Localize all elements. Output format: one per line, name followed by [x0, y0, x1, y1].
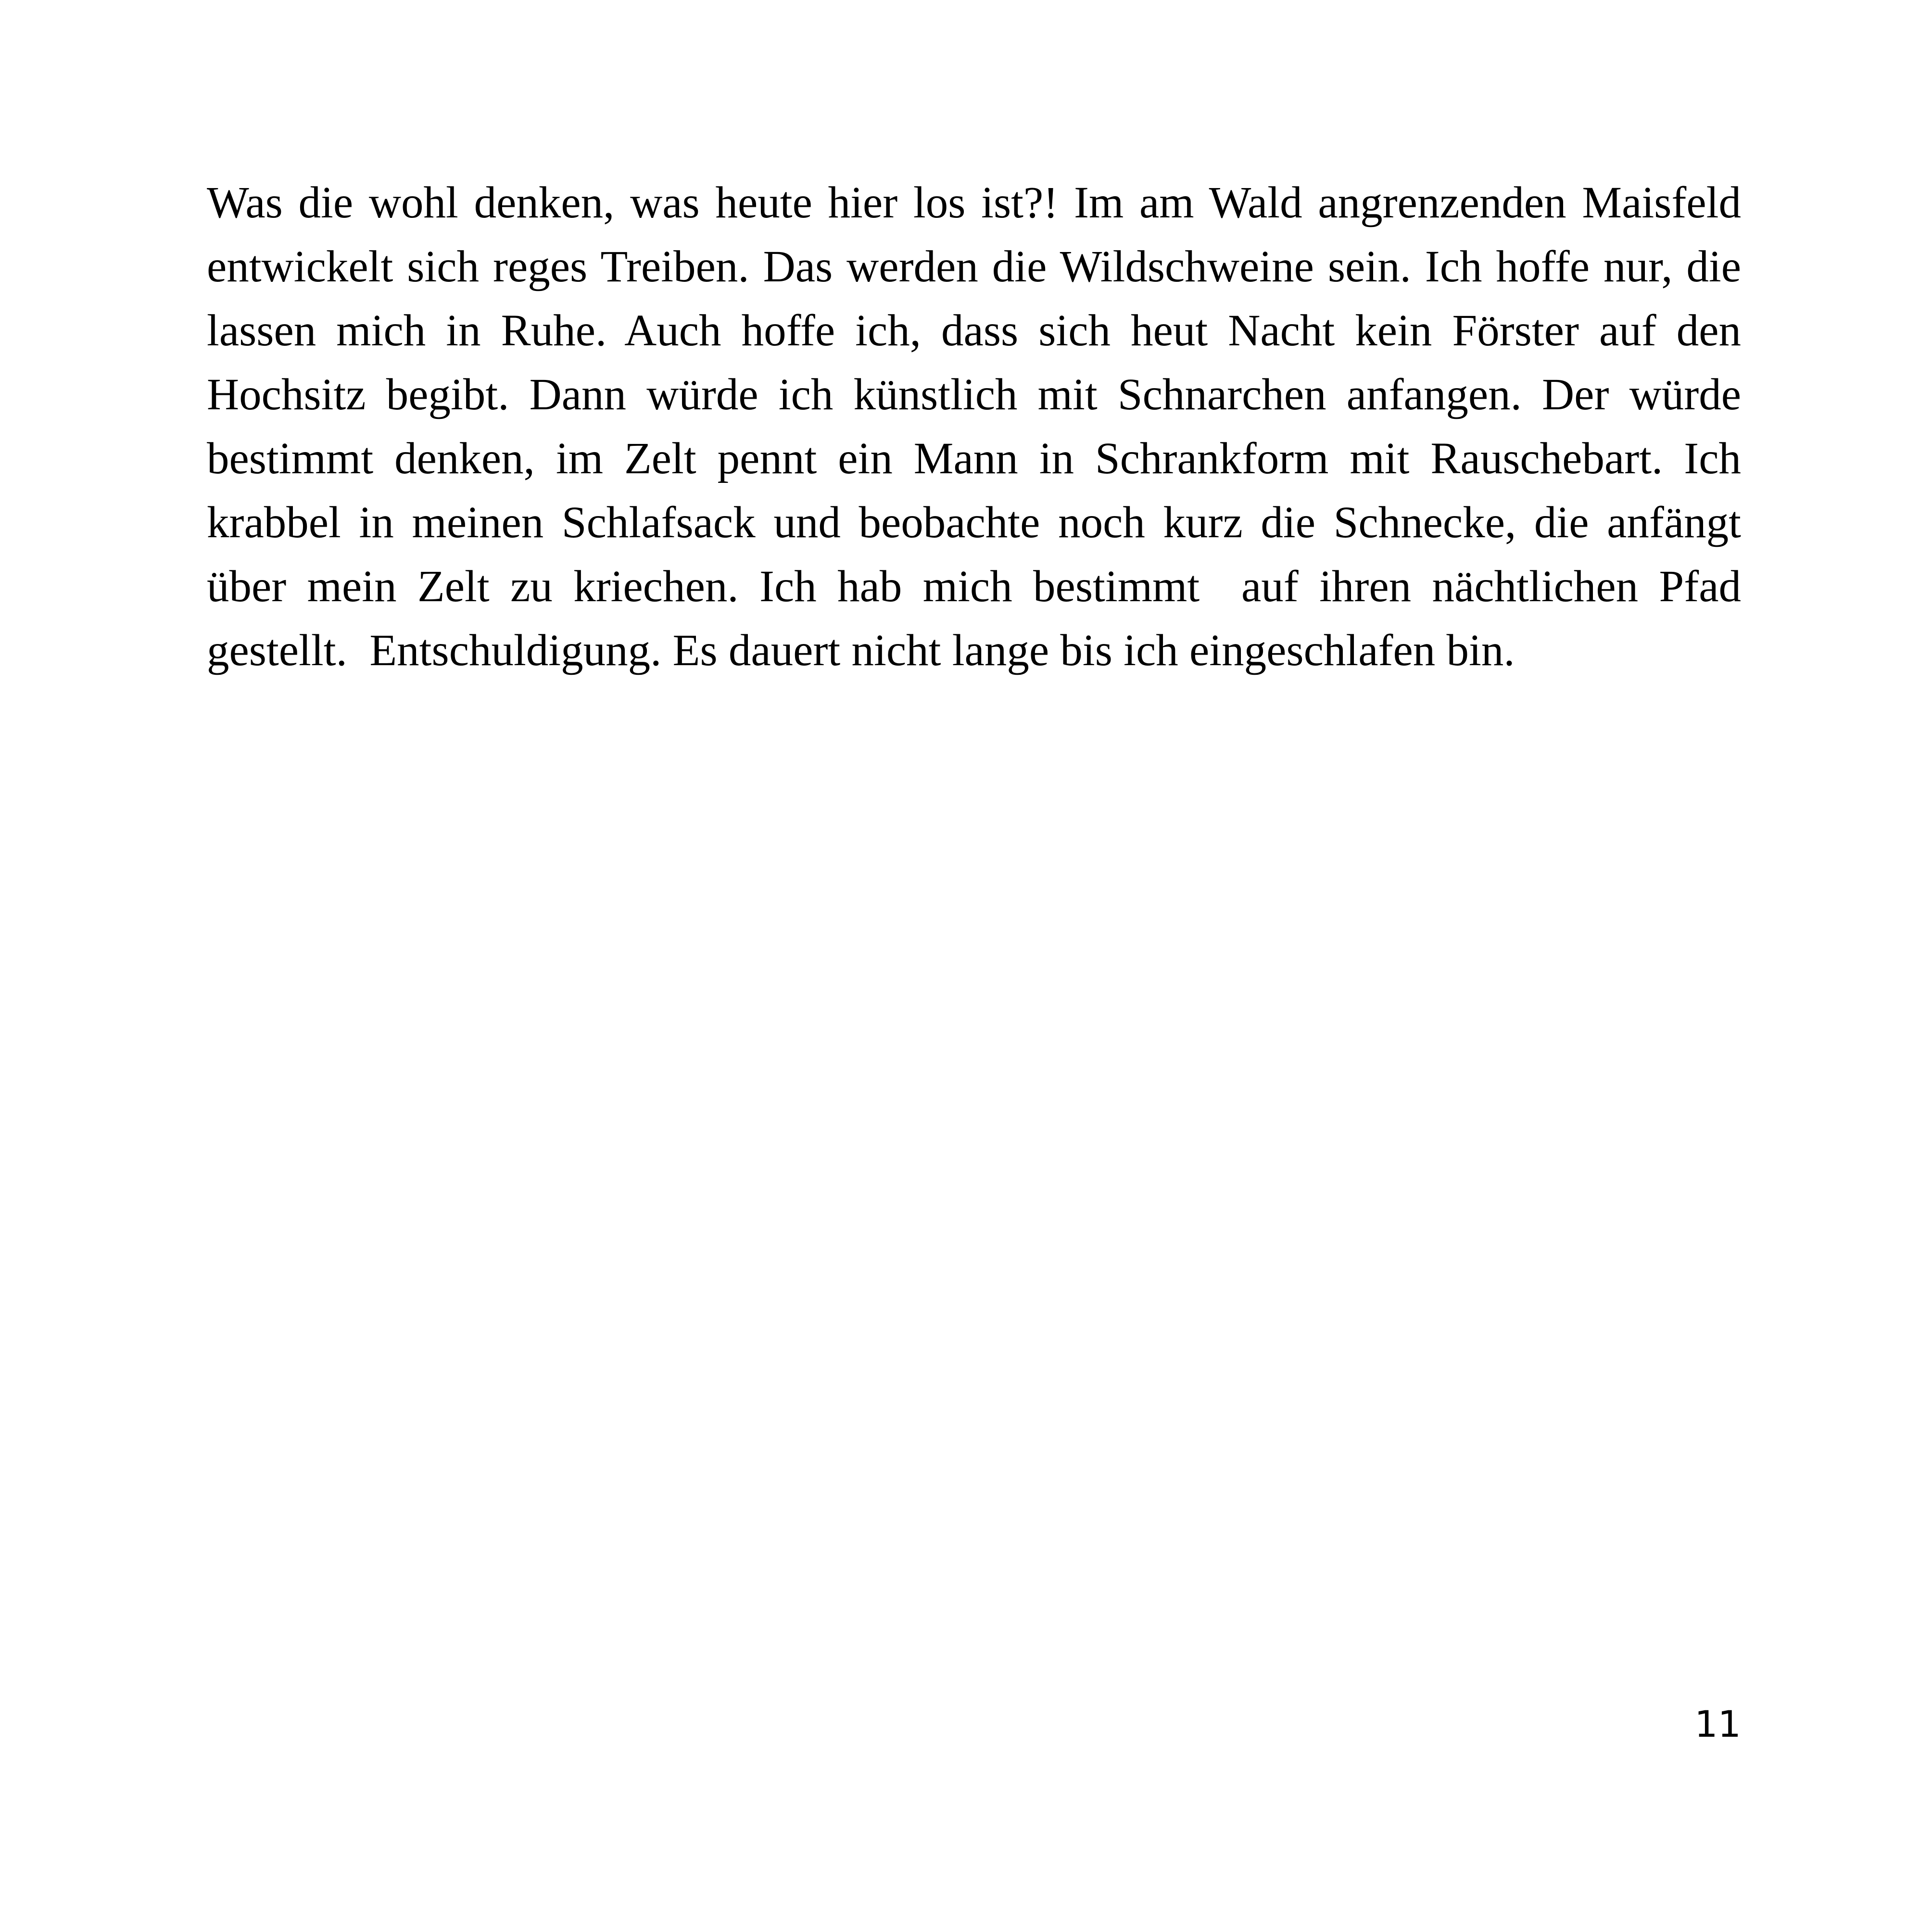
page-number: 11: [1694, 1703, 1741, 1745]
body-paragraph: Was die wohl denken, was heute hier los ist?! Im am Wald angrenzenden Maisfeld entwickelt sich reges Treiben. Das werden die Wildschweine sein. Ich hoffe nur, die lassen mich in Ruhe. Auch hoffe ich, dass sich heut Nacht kein Förster auf den Hochsitz begibt. Dann würde ich künstlich mit Schnarchen anfangen. Der würde bestimmt denken, im Zelt pennt ein Mann in Schrankform mit Rauschebart. Ich krabbel in meinen Schlafsack und beobachte noch kurz die Schnecke, die anfängt über mein Zelt zu kriechen. Ich hab mich bestimmt auf ihren nächtlichen Pfad gestellt. Entschuldigung. Es dauert nicht lange bis ich eingeschlafen bin.: [207, 178, 1753, 675]
